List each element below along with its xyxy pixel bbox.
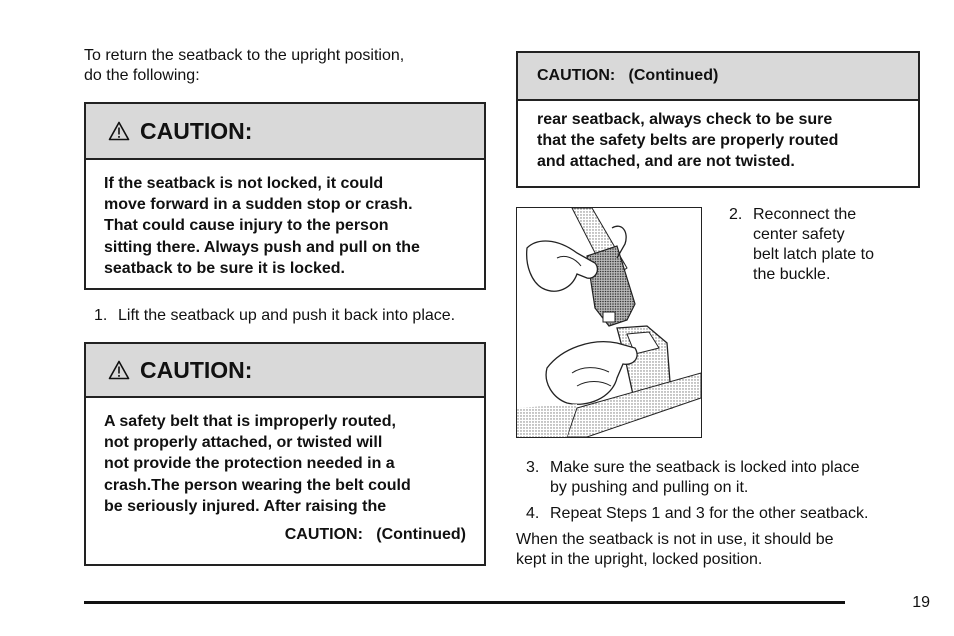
caution-box-seatback <box>84 102 486 290</box>
caution-body-text: A safety belt that is improperly routed, not properly attached, or twisted will not provide the protection needed in a crash.The person wearing the belt could be seriously injured. After raising the <box>104 413 411 515</box>
caution-title: CAUTION: <box>140 117 253 144</box>
step-number: 1. <box>94 307 108 324</box>
step-number: 4. <box>526 505 540 522</box>
intro-text: To return the seatback to the upright position, do the following: <box>84 47 405 84</box>
caution-title: CAUTION: <box>140 356 253 383</box>
step-number: 3. <box>526 459 540 476</box>
warning-triangle-icon <box>108 121 130 141</box>
caution-continued-title: CAUTION: (Continued) <box>537 67 719 84</box>
step-3 <box>526 458 926 498</box>
caution-box-continued <box>516 51 920 188</box>
seatbelt-illustration <box>516 207 702 438</box>
step-number: 2. <box>729 206 743 223</box>
footer-rule <box>84 601 845 604</box>
caution-header <box>86 104 484 160</box>
closing-text: When the seatback is not in use, it should be kept in the upright, locked position. <box>516 531 834 568</box>
step-4 <box>526 504 926 524</box>
step-text: Make sure the seatback is locked into place by pushing and pulling on it. <box>550 459 860 496</box>
caution-continued-label: CAUTION: (Continued) <box>284 526 466 543</box>
page-number: 19 <box>912 594 930 611</box>
caution-header <box>518 53 918 101</box>
step-2 <box>729 205 929 285</box>
caution-box-belt <box>84 342 486 566</box>
step-1 <box>94 306 494 326</box>
caution-body-text: rear seatback, always check to be sure that the safety belts are properly routed and attached, and are not twisted. <box>537 111 839 171</box>
caution-header <box>86 344 484 398</box>
step-text: Lift the seatback up and push it back into place. <box>118 307 456 324</box>
warning-triangle-icon <box>108 360 130 380</box>
step-text: Repeat Steps 1 and 3 for the other seatback. <box>550 505 869 522</box>
step-text: Reconnect the center safety belt latch plate to the buckle. <box>753 206 874 283</box>
caution-body-text: If the seatback is not locked, it could move forward in a sudden stop or crash. That could cause injury to the person sitting there. Always push and pull on the seatback to be sure it is locked. <box>104 175 420 277</box>
